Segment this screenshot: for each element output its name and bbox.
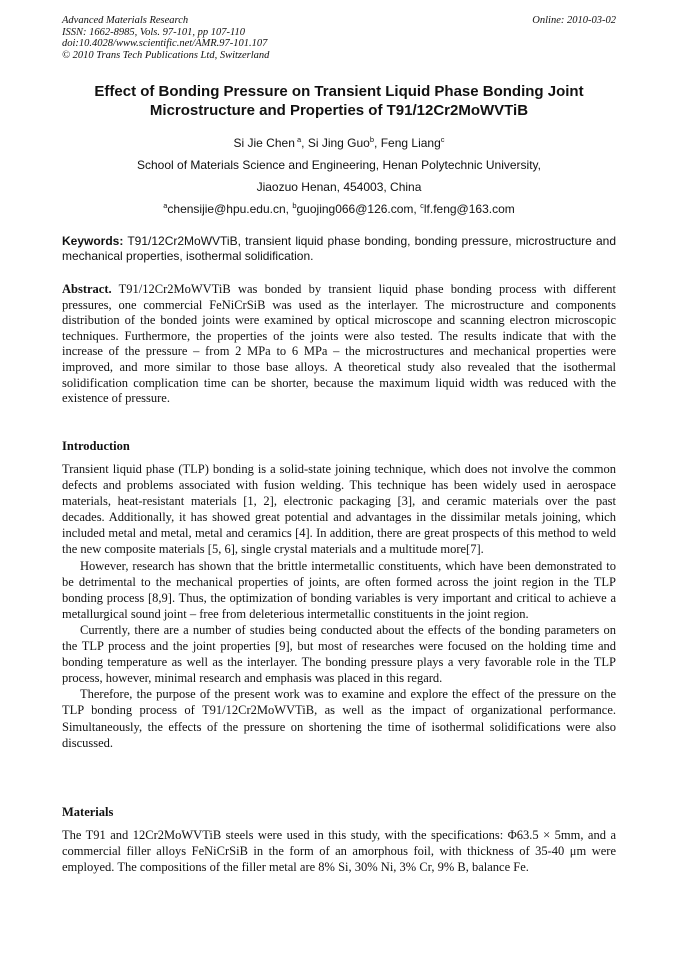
abstract-label: Abstract. (62, 282, 112, 296)
keywords-text: T91/12Cr2MoWVTiB, transient liquid phase bonding, bonding pressure, microstructure and mechanical properties, isothermal solidification. (62, 234, 616, 263)
abstract (62, 282, 616, 407)
affiliation-line-2: Jiaozuo Henan, 454003, China (256, 180, 422, 194)
journal-name: Advanced Materials Research (62, 15, 189, 26)
email-2[interactable]: guojing066@126.com, (296, 202, 417, 216)
issn-line: ISSN: 1662-8985, Vols. 97-101, pp 107-110 (62, 26, 245, 38)
intro-paragraph-2: However, research has shown that the brittle intermetallic constituents, which have been demonstrated to be detrimental to the mechanical properties of joints, are often formed across the joint region in the TLP bonding process [8,9]. Thus, the optimization of bonding variables is very important and critical to achieve a metallurgical sound joint – free from deleterious intermetallic constituents in the joint region. (62, 558, 616, 621)
materials-body (62, 827, 616, 875)
journal-header (62, 15, 616, 61)
author-1-sup: a (296, 135, 302, 144)
introduction-body (62, 461, 616, 751)
intro-paragraph-3: Currently, there are a number of studies being conducted about the effects of the bonding parameters on the TLP process and the joint properties [9], but most of researches were focused on the holding time and bonding temperature as well as the interlayer. The bonding pressure plays a very favorable role in the TLP process, however, minimal research and emphasis was placed in this regard. (62, 622, 616, 686)
author-2: Si Jing Guo (307, 136, 370, 150)
title-line-2: Microstructure and Properties of T91/12Cr2MoWVTiB (149, 102, 529, 119)
author-3-sup: c (440, 135, 445, 144)
affiliation-line-1: School of Materials Science and Engineering, Henan Polytechnic University, (137, 158, 541, 172)
author-block (62, 132, 616, 220)
paper-title (62, 82, 616, 120)
keywords-label: Keywords: (62, 234, 124, 248)
materials-paragraph-1: The T91 and 12Cr2MoWVTiB steels were used in this study, with the specifications: Φ63.5 × 5mm, and a commercial filler alloys FeNiCrSiB in the form of an amorphous foil, with thickness of 35-40 μm were employed. The compositions of the filler metal are 8% Si, 30% Ni, 3% Cr, 9% B, balance Fe. (62, 828, 616, 875)
materials-heading: Materials (62, 805, 114, 819)
email-1[interactable]: chensijie@hpu.edu.cn, (167, 202, 289, 216)
intro-paragraph-1: Transient liquid phase (TLP) bonding is a solid-state joining technique, which does not involve the common defects and problems associated with fusion welding. This technique has been widely used in aerospace materials, heat-resistant materials [1, 2], electronic packaging [3], and ceramic materials over the past decades. Additionally, it has showed great potential and advantages in the dissimilar metals joining, which included metal and metal, metal and ceramics [4]. In addition, there are great prospects of this method to weld the new composite materials [5, 6], single crystal materials and a multitude more[7]. (62, 462, 616, 557)
author-names: Si Jie Chen $^a$, Si Jing Guo$^b$, Feng Liang$^c$ (233, 135, 445, 150)
author-3: Feng Liang (380, 136, 441, 150)
doi-line: doi:10.4028/www.scientific.net/AMR.97-101.107 (62, 38, 268, 49)
online-date: Online: 2010-03-02 (532, 15, 616, 26)
author-1: Si Jie Chen (233, 136, 295, 150)
email-3[interactable]: lf.feng@163.com (423, 202, 515, 216)
author-emails: $^a$chensijie@hpu.edu.cn, $^b$guojing066@126.com, $^c$lf.feng@163.com (163, 201, 515, 216)
title-line-1: Effect of Bonding Pressure on Transient Liquid Phase Bonding Joint (94, 83, 584, 100)
abstract-text: T91/12Cr2MoWVTiB was bonded by transient liquid phase bonding process with different pressures, one commercial FeNiCrSiB was used as the interlayer. The microstructure and components distribution of the bonded joints were examined by optical microscope and scanning electron microscopic techniques. Furthermore, the properties of the joints were also tested. The results indicate that with the increase of the pressure – from 2 MPa to 6 MPa – the microstructures and mechanical properties were improved, and more similar to those base alloys. A theoretical study also revealed that the isothermal solidification complication time can be shorter, because the maximum liquid width was reduced with the existence of pressure. (62, 282, 616, 406)
keywords (62, 234, 616, 264)
intro-paragraph-4: Therefore, the purpose of the present work was to examine and explore the effect of the pressure on the TLP bonding process of T91/12Cr2MoWVTiB, as well as the impact of organizational performance. Simultaneously, the effects of the pressure on shortening the time of isothermal solidifications were also discussed. (62, 687, 616, 750)
author-2-sup: b (369, 135, 375, 144)
copyright-line: © 2010 Trans Tech Publications Ltd, Switzerland (62, 49, 270, 61)
introduction-heading: Introduction (62, 439, 130, 453)
